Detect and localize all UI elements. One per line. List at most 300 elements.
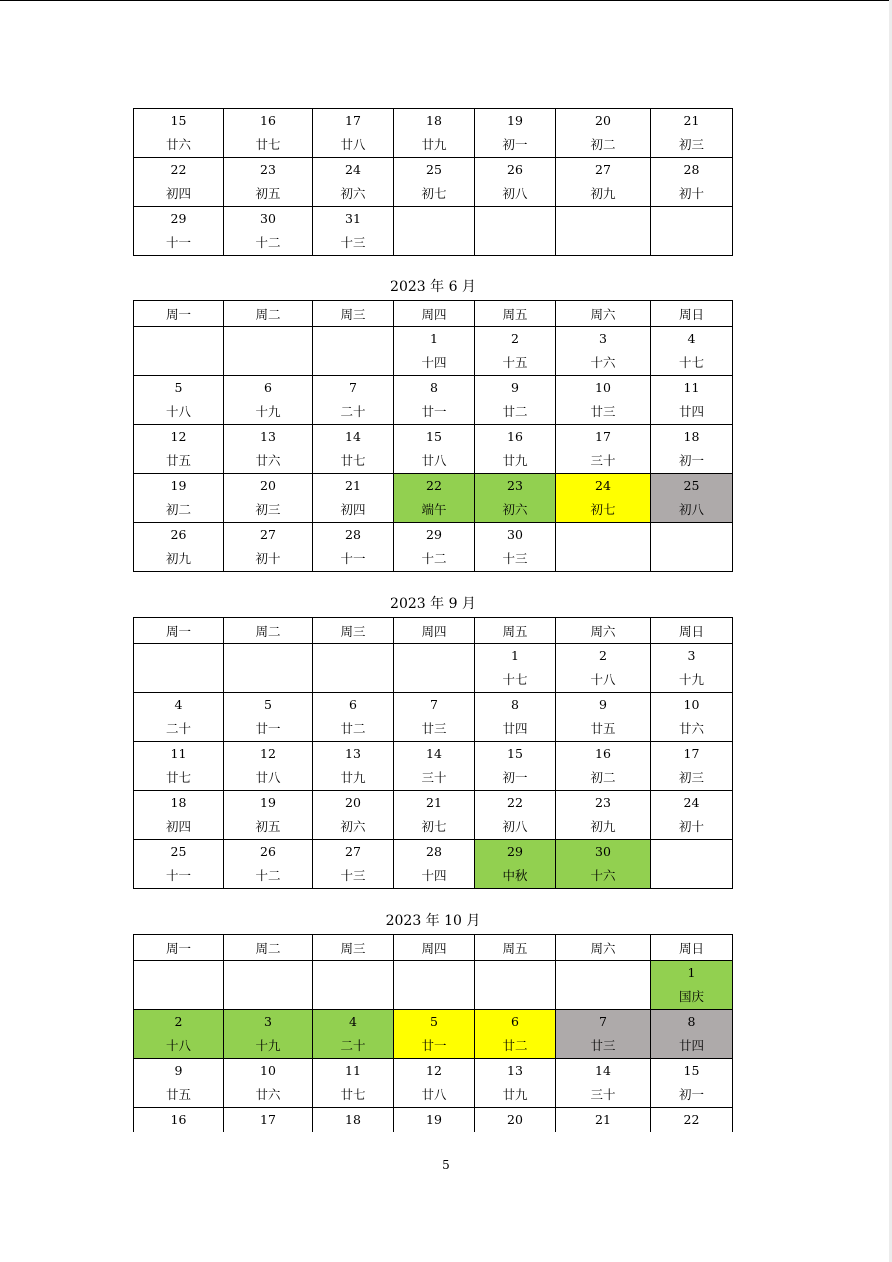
day-cell (394, 158, 475, 207)
lunar-date: 十三 (340, 868, 366, 883)
lunar-date: 廿八 (421, 1087, 447, 1102)
calendar-table (133, 617, 733, 889)
lunar-date: 十九 (255, 1038, 281, 1053)
lunar-date: 初六 (340, 186, 366, 201)
day-number: 25 (170, 844, 187, 859)
empty-day-cell (394, 961, 475, 1010)
lunar-date: 十五 (502, 355, 528, 370)
lunar-date: 初一 (678, 453, 704, 468)
day-cell (475, 327, 556, 376)
day-number: 17 (683, 746, 700, 761)
day-cell (475, 425, 556, 474)
lunar-date: 中秋 (502, 868, 528, 883)
weekday-header: 周三 (313, 935, 394, 961)
lunar-date: 十一 (340, 551, 366, 566)
weekday-header: 周一 (134, 301, 224, 327)
day-cell (651, 158, 733, 207)
day-cell (134, 474, 224, 523)
lunar-date: 初十 (678, 186, 704, 201)
empty-day-cell (475, 961, 556, 1010)
day-cell (134, 207, 224, 256)
day-number: 17 (260, 1112, 276, 1127)
day-cell (134, 523, 224, 572)
empty-day-cell (134, 961, 224, 1010)
day-cell (556, 425, 651, 474)
empty-day-cell (134, 644, 224, 693)
lunar-date: 十七 (502, 672, 528, 687)
day-number: 8 (511, 697, 519, 712)
lunar-date: 初十 (678, 819, 704, 834)
day-cell (394, 1010, 475, 1059)
day-cell (134, 693, 224, 742)
day-number: 30 (507, 527, 523, 542)
day-number: 6 (349, 697, 357, 712)
day-cell (394, 523, 475, 572)
lunar-date: 十六 (590, 355, 616, 370)
weekday-header: 周四 (394, 301, 475, 327)
day-cell (556, 1010, 651, 1059)
lunar-date: 初二 (165, 502, 191, 517)
month-title-june: 2023 年 6 月 (390, 279, 476, 295)
week-row (134, 425, 733, 474)
lunar-date: 廿八 (255, 770, 281, 785)
day-number: 2 (174, 1014, 183, 1029)
day-cell (313, 742, 394, 791)
lunar-date: 初三 (678, 770, 704, 785)
weekday-header: 周三 (313, 618, 394, 644)
day-number: 11 (170, 746, 187, 761)
day-cell (651, 327, 733, 376)
day-number: 15 (170, 113, 187, 128)
day-number: 29 (170, 211, 187, 226)
day-number: 8 (687, 1014, 696, 1029)
day-cell (224, 1108, 313, 1133)
day-number: 6 (511, 1014, 519, 1029)
day-cell (224, 791, 313, 840)
day-number: 18 (683, 429, 700, 444)
day-number: 2 (599, 648, 607, 663)
day-cell (651, 425, 733, 474)
day-cell (313, 693, 394, 742)
day-cell (224, 376, 313, 425)
lunar-date: 二十 (165, 721, 191, 736)
day-number: 14 (595, 1063, 611, 1078)
day-cell (475, 1059, 556, 1108)
week-row (134, 207, 733, 256)
empty-day-cell (313, 327, 394, 376)
month-title-september: 2023 年 9 月 (390, 596, 476, 612)
day-cell (475, 158, 556, 207)
day-number: 21 (345, 478, 361, 493)
day-number: 8 (430, 380, 438, 395)
day-cell (556, 693, 651, 742)
day-cell (651, 961, 733, 1010)
day-number: 15 (507, 746, 523, 761)
day-number: 7 (599, 1014, 607, 1029)
lunar-date: 十七 (678, 355, 704, 370)
lunar-date: 十三 (340, 235, 366, 250)
calendar-october (133, 934, 735, 1132)
day-number: 26 (260, 844, 276, 859)
day-cell (556, 742, 651, 791)
weekday-header: 周一 (134, 618, 224, 644)
day-cell (651, 742, 733, 791)
day-number: 26 (170, 527, 187, 542)
day-cell (475, 474, 556, 523)
lunar-date: 初九 (590, 186, 616, 201)
weekday-header: 周二 (224, 301, 313, 327)
day-cell (651, 1059, 733, 1108)
weekday-header: 周二 (224, 935, 313, 961)
day-number: 23 (260, 162, 276, 177)
day-cell (475, 644, 556, 693)
day-number: 1 (687, 965, 696, 980)
lunar-date: 廿九 (502, 453, 528, 468)
day-cell (475, 840, 556, 889)
day-number: 16 (260, 113, 276, 128)
day-number: 7 (349, 380, 357, 395)
weekday-header-row (134, 935, 733, 961)
lunar-date: 初四 (340, 502, 366, 517)
day-cell (134, 158, 224, 207)
page-top-border (0, 0, 892, 1)
weekday-header: 周六 (556, 301, 651, 327)
lunar-date: 廿二 (502, 1038, 528, 1053)
lunar-date: 十二 (255, 235, 281, 250)
lunar-date: 廿八 (421, 453, 447, 468)
calendar-table (133, 108, 733, 256)
day-number: 19 (426, 1112, 442, 1127)
empty-day-cell (651, 207, 733, 256)
lunar-date: 初七 (590, 502, 616, 517)
day-number: 16 (507, 429, 523, 444)
day-number: 21 (426, 795, 442, 810)
day-number: 15 (426, 429, 442, 444)
day-cell (475, 791, 556, 840)
day-cell (556, 376, 651, 425)
lunar-date: 初九 (590, 819, 616, 834)
day-number: 4 (687, 331, 696, 346)
day-cell (394, 327, 475, 376)
day-cell (556, 1059, 651, 1108)
day-number: 13 (260, 429, 276, 444)
day-cell (475, 1108, 556, 1133)
month-title-october: 2023 年 10 月 (385, 913, 481, 929)
lunar-date: 廿四 (678, 404, 704, 419)
day-number: 27 (595, 162, 611, 177)
weekday-header-row (134, 301, 733, 327)
week-row (134, 742, 733, 791)
lunar-date: 初八 (502, 819, 528, 834)
empty-day-cell (313, 644, 394, 693)
day-number: 2 (511, 331, 519, 346)
weekday-header: 周三 (313, 301, 394, 327)
lunar-date: 十四 (421, 355, 447, 370)
weekday-header: 周二 (224, 618, 313, 644)
weekday-header: 周五 (475, 618, 556, 644)
day-number: 7 (430, 697, 438, 712)
day-number: 22 (170, 162, 187, 177)
week-row (134, 474, 733, 523)
day-number: 28 (345, 527, 361, 542)
week-row (134, 961, 733, 1010)
lunar-date: 廿五 (165, 1087, 191, 1102)
lunar-date: 廿五 (590, 721, 616, 736)
day-cell (313, 109, 394, 158)
day-cell (313, 791, 394, 840)
day-cell (224, 840, 313, 889)
lunar-date: 廿三 (590, 1038, 616, 1053)
page-number: 5 (442, 1158, 450, 1172)
empty-day-cell (556, 523, 651, 572)
day-number: 3 (599, 331, 607, 346)
day-cell (224, 474, 313, 523)
day-cell (651, 1010, 733, 1059)
lunar-date: 初二 (590, 137, 616, 152)
week-row (134, 158, 733, 207)
day-cell (313, 474, 394, 523)
empty-day-cell (224, 961, 313, 1010)
day-number: 24 (595, 478, 611, 493)
lunar-date: 廿三 (421, 721, 447, 736)
lunar-date: 廿六 (255, 1087, 281, 1102)
day-cell (224, 207, 313, 256)
day-cell (556, 158, 651, 207)
day-cell (134, 1010, 224, 1059)
lunar-date: 二十 (340, 404, 366, 419)
lunar-date: 十二 (255, 868, 281, 883)
week-row (134, 693, 733, 742)
day-number: 22 (426, 478, 442, 493)
weekday-header: 周日 (651, 301, 733, 327)
lunar-date: 廿三 (590, 404, 616, 419)
lunar-date: 廿二 (340, 721, 366, 736)
day-cell (394, 1059, 475, 1108)
day-cell (224, 425, 313, 474)
day-cell (134, 1108, 224, 1133)
day-number: 20 (595, 113, 611, 128)
day-cell (394, 1108, 475, 1133)
day-cell (224, 693, 313, 742)
day-number: 16 (595, 746, 611, 761)
lunar-date: 初一 (502, 137, 528, 152)
lunar-date: 三十 (590, 453, 616, 468)
day-number: 29 (426, 527, 442, 542)
day-number: 30 (595, 844, 611, 859)
day-cell (134, 791, 224, 840)
day-cell (394, 840, 475, 889)
weekday-header-row (134, 618, 733, 644)
weekday-header: 周四 (394, 935, 475, 961)
day-number: 22 (683, 1112, 700, 1127)
week-row (134, 1010, 733, 1059)
day-cell (313, 376, 394, 425)
day-number: 10 (683, 697, 700, 712)
day-cell (651, 1108, 733, 1133)
lunar-date: 廿七 (165, 770, 191, 785)
day-cell (394, 474, 475, 523)
day-number: 30 (260, 211, 276, 226)
lunar-date: 端午 (421, 502, 447, 517)
day-cell (475, 376, 556, 425)
day-number: 9 (511, 380, 519, 395)
day-cell (556, 1108, 651, 1133)
lunar-date: 廿七 (340, 1087, 366, 1102)
day-number: 4 (174, 697, 183, 712)
lunar-date: 初七 (421, 819, 447, 834)
day-number: 24 (345, 162, 361, 177)
empty-day-cell (556, 207, 651, 256)
lunar-date: 廿七 (255, 137, 281, 152)
lunar-date: 初一 (502, 770, 528, 785)
week-row (134, 840, 733, 889)
lunar-date: 初一 (678, 1087, 704, 1102)
lunar-date: 十九 (678, 672, 704, 687)
day-number: 12 (426, 1063, 442, 1078)
day-number: 5 (174, 380, 183, 395)
lunar-date: 初九 (165, 551, 191, 566)
empty-day-cell (224, 644, 313, 693)
day-number: 19 (170, 478, 187, 493)
lunar-date: 初六 (502, 502, 528, 517)
day-number: 25 (683, 478, 700, 493)
day-number: 19 (507, 113, 523, 128)
day-cell (475, 523, 556, 572)
day-number: 31 (345, 211, 361, 226)
weekday-header: 周六 (556, 618, 651, 644)
day-number: 23 (595, 795, 611, 810)
lunar-date: 廿二 (502, 404, 528, 419)
lunar-date: 十三 (502, 551, 528, 566)
day-number: 4 (349, 1014, 357, 1029)
day-cell (651, 376, 733, 425)
day-cell (394, 693, 475, 742)
day-number: 18 (426, 113, 442, 128)
day-number: 1 (511, 648, 519, 663)
lunar-date: 十六 (590, 868, 616, 883)
day-cell (134, 1059, 224, 1108)
day-number: 5 (264, 697, 272, 712)
day-number: 28 (683, 162, 700, 177)
day-cell (556, 474, 651, 523)
calendar-june (133, 300, 733, 572)
lunar-date: 廿八 (340, 137, 366, 152)
week-row (134, 523, 733, 572)
day-number: 20 (507, 1112, 523, 1127)
lunar-date: 廿七 (340, 453, 366, 468)
lunar-date: 十八 (165, 404, 191, 419)
day-cell (134, 840, 224, 889)
day-number: 27 (345, 844, 361, 859)
lunar-date: 初八 (678, 502, 704, 517)
day-number: 17 (595, 429, 611, 444)
empty-day-cell (394, 644, 475, 693)
lunar-date: 初十 (255, 551, 281, 566)
lunar-date: 廿六 (678, 721, 704, 736)
day-number: 6 (264, 380, 272, 395)
day-number: 3 (264, 1014, 272, 1029)
day-number: 18 (345, 1112, 361, 1127)
lunar-date: 十一 (165, 868, 191, 883)
lunar-date: 二十 (340, 1038, 366, 1053)
lunar-date: 初四 (165, 819, 191, 834)
day-number: 28 (426, 844, 442, 859)
week-row (134, 1108, 733, 1133)
weekday-header: 周四 (394, 618, 475, 644)
empty-day-cell (394, 207, 475, 256)
calendar-table (133, 300, 733, 572)
day-number: 11 (683, 380, 700, 395)
lunar-date: 廿四 (678, 1038, 704, 1053)
empty-day-cell (313, 961, 394, 1010)
day-cell (556, 327, 651, 376)
day-cell (394, 109, 475, 158)
day-number: 24 (683, 795, 700, 810)
day-cell (224, 109, 313, 158)
day-cell (394, 791, 475, 840)
lunar-date: 十一 (165, 235, 191, 250)
lunar-date: 三十 (421, 770, 447, 785)
lunar-date: 初三 (678, 137, 704, 152)
day-number: 12 (170, 429, 187, 444)
lunar-date: 廿四 (502, 721, 528, 736)
day-cell (475, 693, 556, 742)
lunar-date: 廿一 (255, 721, 281, 736)
day-cell (224, 742, 313, 791)
weekday-header: 周五 (475, 935, 556, 961)
day-number: 14 (426, 746, 442, 761)
day-cell (556, 840, 651, 889)
day-number: 23 (507, 478, 523, 493)
day-cell (313, 1010, 394, 1059)
day-number: 29 (507, 844, 523, 859)
empty-day-cell (651, 840, 733, 889)
lunar-date: 三十 (590, 1087, 616, 1102)
day-number: 20 (260, 478, 276, 493)
empty-day-cell (475, 207, 556, 256)
day-number: 10 (260, 1063, 276, 1078)
lunar-date: 廿九 (340, 770, 366, 785)
day-number: 5 (430, 1014, 438, 1029)
day-cell (134, 376, 224, 425)
lunar-date: 廿六 (255, 453, 281, 468)
day-number: 25 (426, 162, 442, 177)
lunar-date: 初六 (340, 819, 366, 834)
day-cell (651, 791, 733, 840)
lunar-date: 十八 (590, 672, 616, 687)
day-number: 17 (345, 113, 361, 128)
week-row (134, 327, 733, 376)
empty-day-cell (134, 327, 224, 376)
weekday-header: 周六 (556, 935, 651, 961)
weekday-header: 周五 (475, 301, 556, 327)
day-number: 19 (260, 795, 276, 810)
lunar-date: 初五 (255, 819, 281, 834)
empty-day-cell (651, 523, 733, 572)
day-number: 11 (345, 1063, 361, 1078)
day-cell (394, 742, 475, 791)
lunar-date: 初三 (255, 502, 281, 517)
day-cell (651, 644, 733, 693)
lunar-date: 初七 (421, 186, 447, 201)
week-row (134, 791, 733, 840)
calendar-table (133, 934, 733, 1132)
day-number: 3 (687, 648, 696, 663)
day-number: 22 (507, 795, 523, 810)
day-cell (313, 1059, 394, 1108)
day-cell (224, 523, 313, 572)
lunar-date: 廿九 (421, 137, 447, 152)
